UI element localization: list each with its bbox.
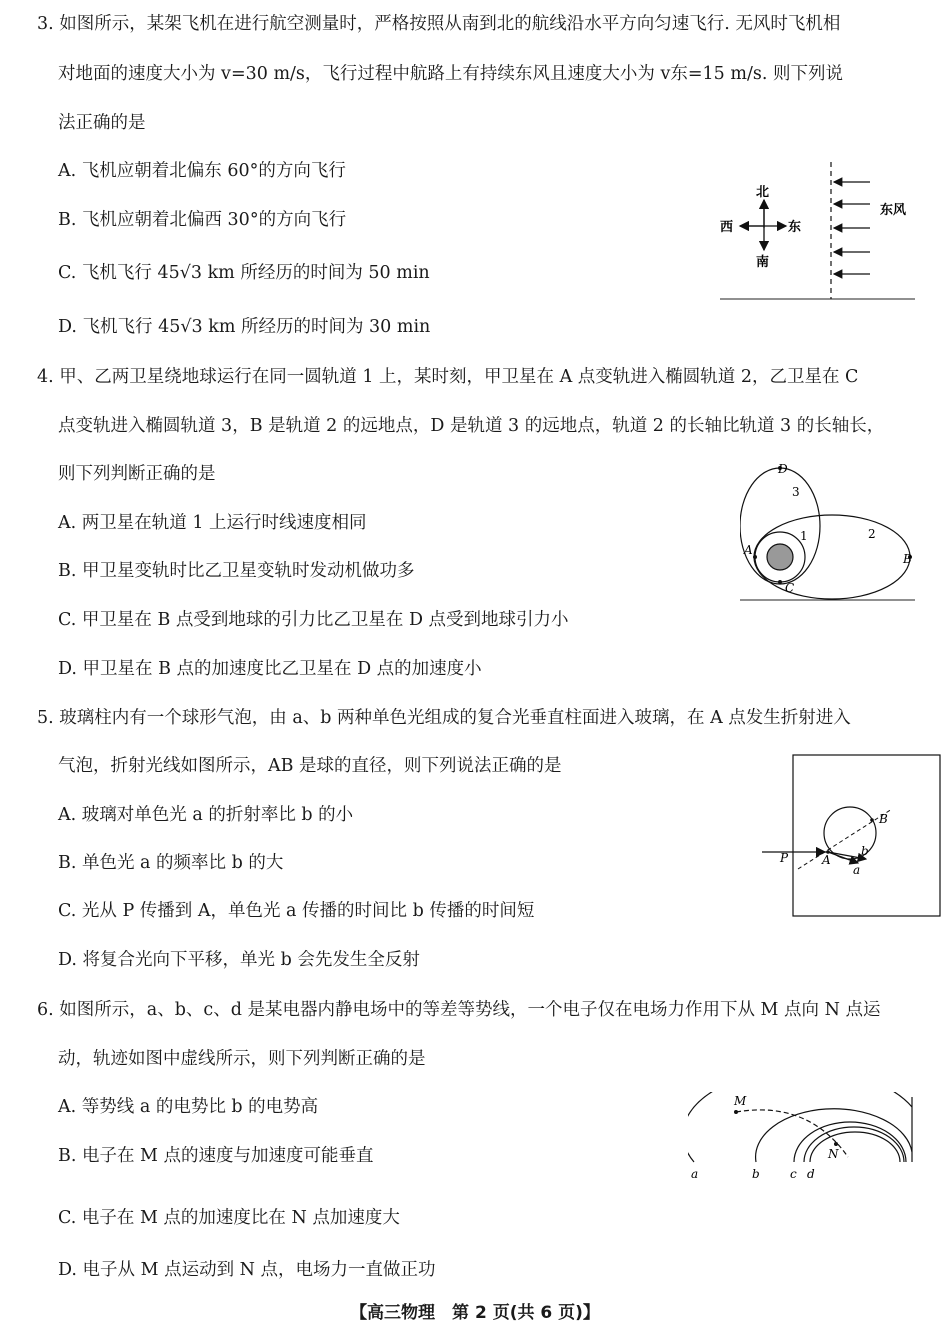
label-b: B (903, 552, 912, 566)
label-ray-a: a (853, 863, 861, 877)
label-m: M (734, 1094, 747, 1108)
q5-option-b: B. 单色光 a 的频率比 b 的大 (58, 853, 284, 873)
q6-option-b: B. 电子在 M 点的速度与加速度可能垂直 (58, 1146, 374, 1166)
diameter-ab (798, 809, 892, 869)
label-orbit-3: 3 (792, 485, 800, 499)
q4-orbit-figure (740, 460, 915, 602)
compass-north-label: 北 (756, 185, 770, 200)
q3-option-b: B. 飞机应朝着北偏西 30°的方向飞行 (58, 210, 347, 230)
q6-equipotential-figure (688, 1092, 916, 1182)
earth (767, 544, 793, 570)
east-wind-label: 东风 (880, 203, 907, 218)
point-b (870, 818, 874, 822)
q6-option-c: C. 电子在 M 点的加速度比在 N 点加速度大 (58, 1208, 400, 1228)
compass-east-label: 东 (788, 220, 802, 235)
q4-stem-line2: 点变轨进入椭圆轨道 3，B 是轨道 2 的远地点，D 是轨道 3 的远地点，轨道 2 的长轴比轨道 3 的长轴长， (58, 416, 885, 436)
q6-stem-line2: 动，轨迹如图中虚线所示，则下列判断正确的是 (58, 1049, 426, 1069)
glass-cylinder (793, 755, 940, 916)
q3-wind-figure (720, 162, 915, 302)
q3-option-d: D. 飞机飞行 45√3 km 所经历的时间为 30 min (58, 317, 431, 337)
q4-stem-line3: 则下列判断正确的是 (58, 464, 216, 484)
page-footer: 【高三物理 第 2 页(共 6 页)】 (350, 1303, 600, 1323)
label-a-point: A (822, 853, 831, 867)
compass-west-label: 西 (720, 220, 734, 235)
label-c: C (785, 581, 795, 595)
q5-bubble-figure (760, 754, 945, 918)
label-p: P (780, 851, 789, 865)
q3-stem-line2: 对地面的速度大小为 v=30 m/s，飞行过程中航路上有持续东风且速度大小为 v东=15 m/s. 则下列说 (58, 64, 843, 84)
q5-option-a: A. 玻璃对单色光 a 的折射率比 b 的小 (58, 805, 354, 825)
label-ray-b: b (861, 844, 869, 858)
compass-south-label: 南 (756, 255, 770, 270)
q5-stem-line1: 5. 玻璃柱内有一个球形气泡，由 a、b 两种单色光组成的复合光垂直柱面进入玻璃，在 A 点发生折射进入 (37, 708, 851, 728)
q6-option-d: D. 电子从 M 点运动到 N 点，电场力一直做正功 (58, 1260, 436, 1280)
point-m (734, 1110, 738, 1114)
q3-option-c: C. 飞机飞行 45√3 km 所经历的时间为 50 min (58, 263, 430, 283)
q4-stem-line1: 4. 甲、乙两卫星绕地球运行在同一圆轨道 1 上，某时刻，甲卫星在 A 点变轨进入椭圆轨道 2，乙卫星在 C (37, 367, 859, 387)
point-a (753, 555, 757, 559)
label-d: d (807, 1167, 815, 1181)
q4-option-b: B. 甲卫星变轨时比乙卫星变轨时发动机做功多 (58, 561, 415, 581)
q5-option-c: C. 光从 P 传播到 A，单色光 a 传播的时间比 b 传播的时间短 (58, 901, 535, 921)
label-b: b (752, 1167, 760, 1181)
equipotential-extra (810, 1132, 900, 1162)
label-a: a (691, 1167, 699, 1181)
label-d: D (778, 462, 788, 476)
q3-stem-line1: 3. 如图所示，某架飞机在进行航空测量时，严格按照从南到北的航线沿水平方向匀速飞行. 无风时飞机相 (37, 14, 841, 34)
label-n: N (828, 1147, 839, 1161)
q5-stem-line2: 气泡，折射光线如图所示，AB 是球的直径，则下列说法正确的是 (58, 756, 562, 776)
label-b-point: B (879, 812, 888, 826)
q4-option-d: D. 甲卫星在 B 点的加速度比乙卫星在 D 点的加速度小 (58, 659, 482, 679)
q5-option-d: D. 将复合光向下平移，单光 b 会先发生全反射 (58, 950, 420, 970)
q4-option-c: C. 甲卫星在 B 点受到地球的引力比乙卫星在 D 点受到地球引力小 (58, 610, 569, 630)
q3-option-a: A. 飞机应朝着北偏东 60°的方向飞行 (58, 161, 346, 181)
q4-option-a: A. 两卫星在轨道 1 上运行时线速度相同 (58, 513, 367, 533)
label-a: A (744, 543, 753, 557)
point-n (834, 1142, 838, 1146)
q6-stem-line1: 6. 如图所示，a、b、c、d 是某电器内静电场中的等差等势线，一个电子仅在电场力作用下从 M 点向 N 点运 (37, 1000, 881, 1020)
point-c (778, 580, 782, 584)
label-orbit-2: 2 (868, 527, 876, 541)
refracted-ray-a (828, 852, 858, 863)
q3-stem-line3: 法正确的是 (58, 113, 146, 133)
q6-option-a: A. 等势线 a 的电势比 b 的电势高 (58, 1097, 319, 1117)
label-c: c (790, 1167, 797, 1181)
label-orbit-1: 1 (800, 529, 808, 543)
